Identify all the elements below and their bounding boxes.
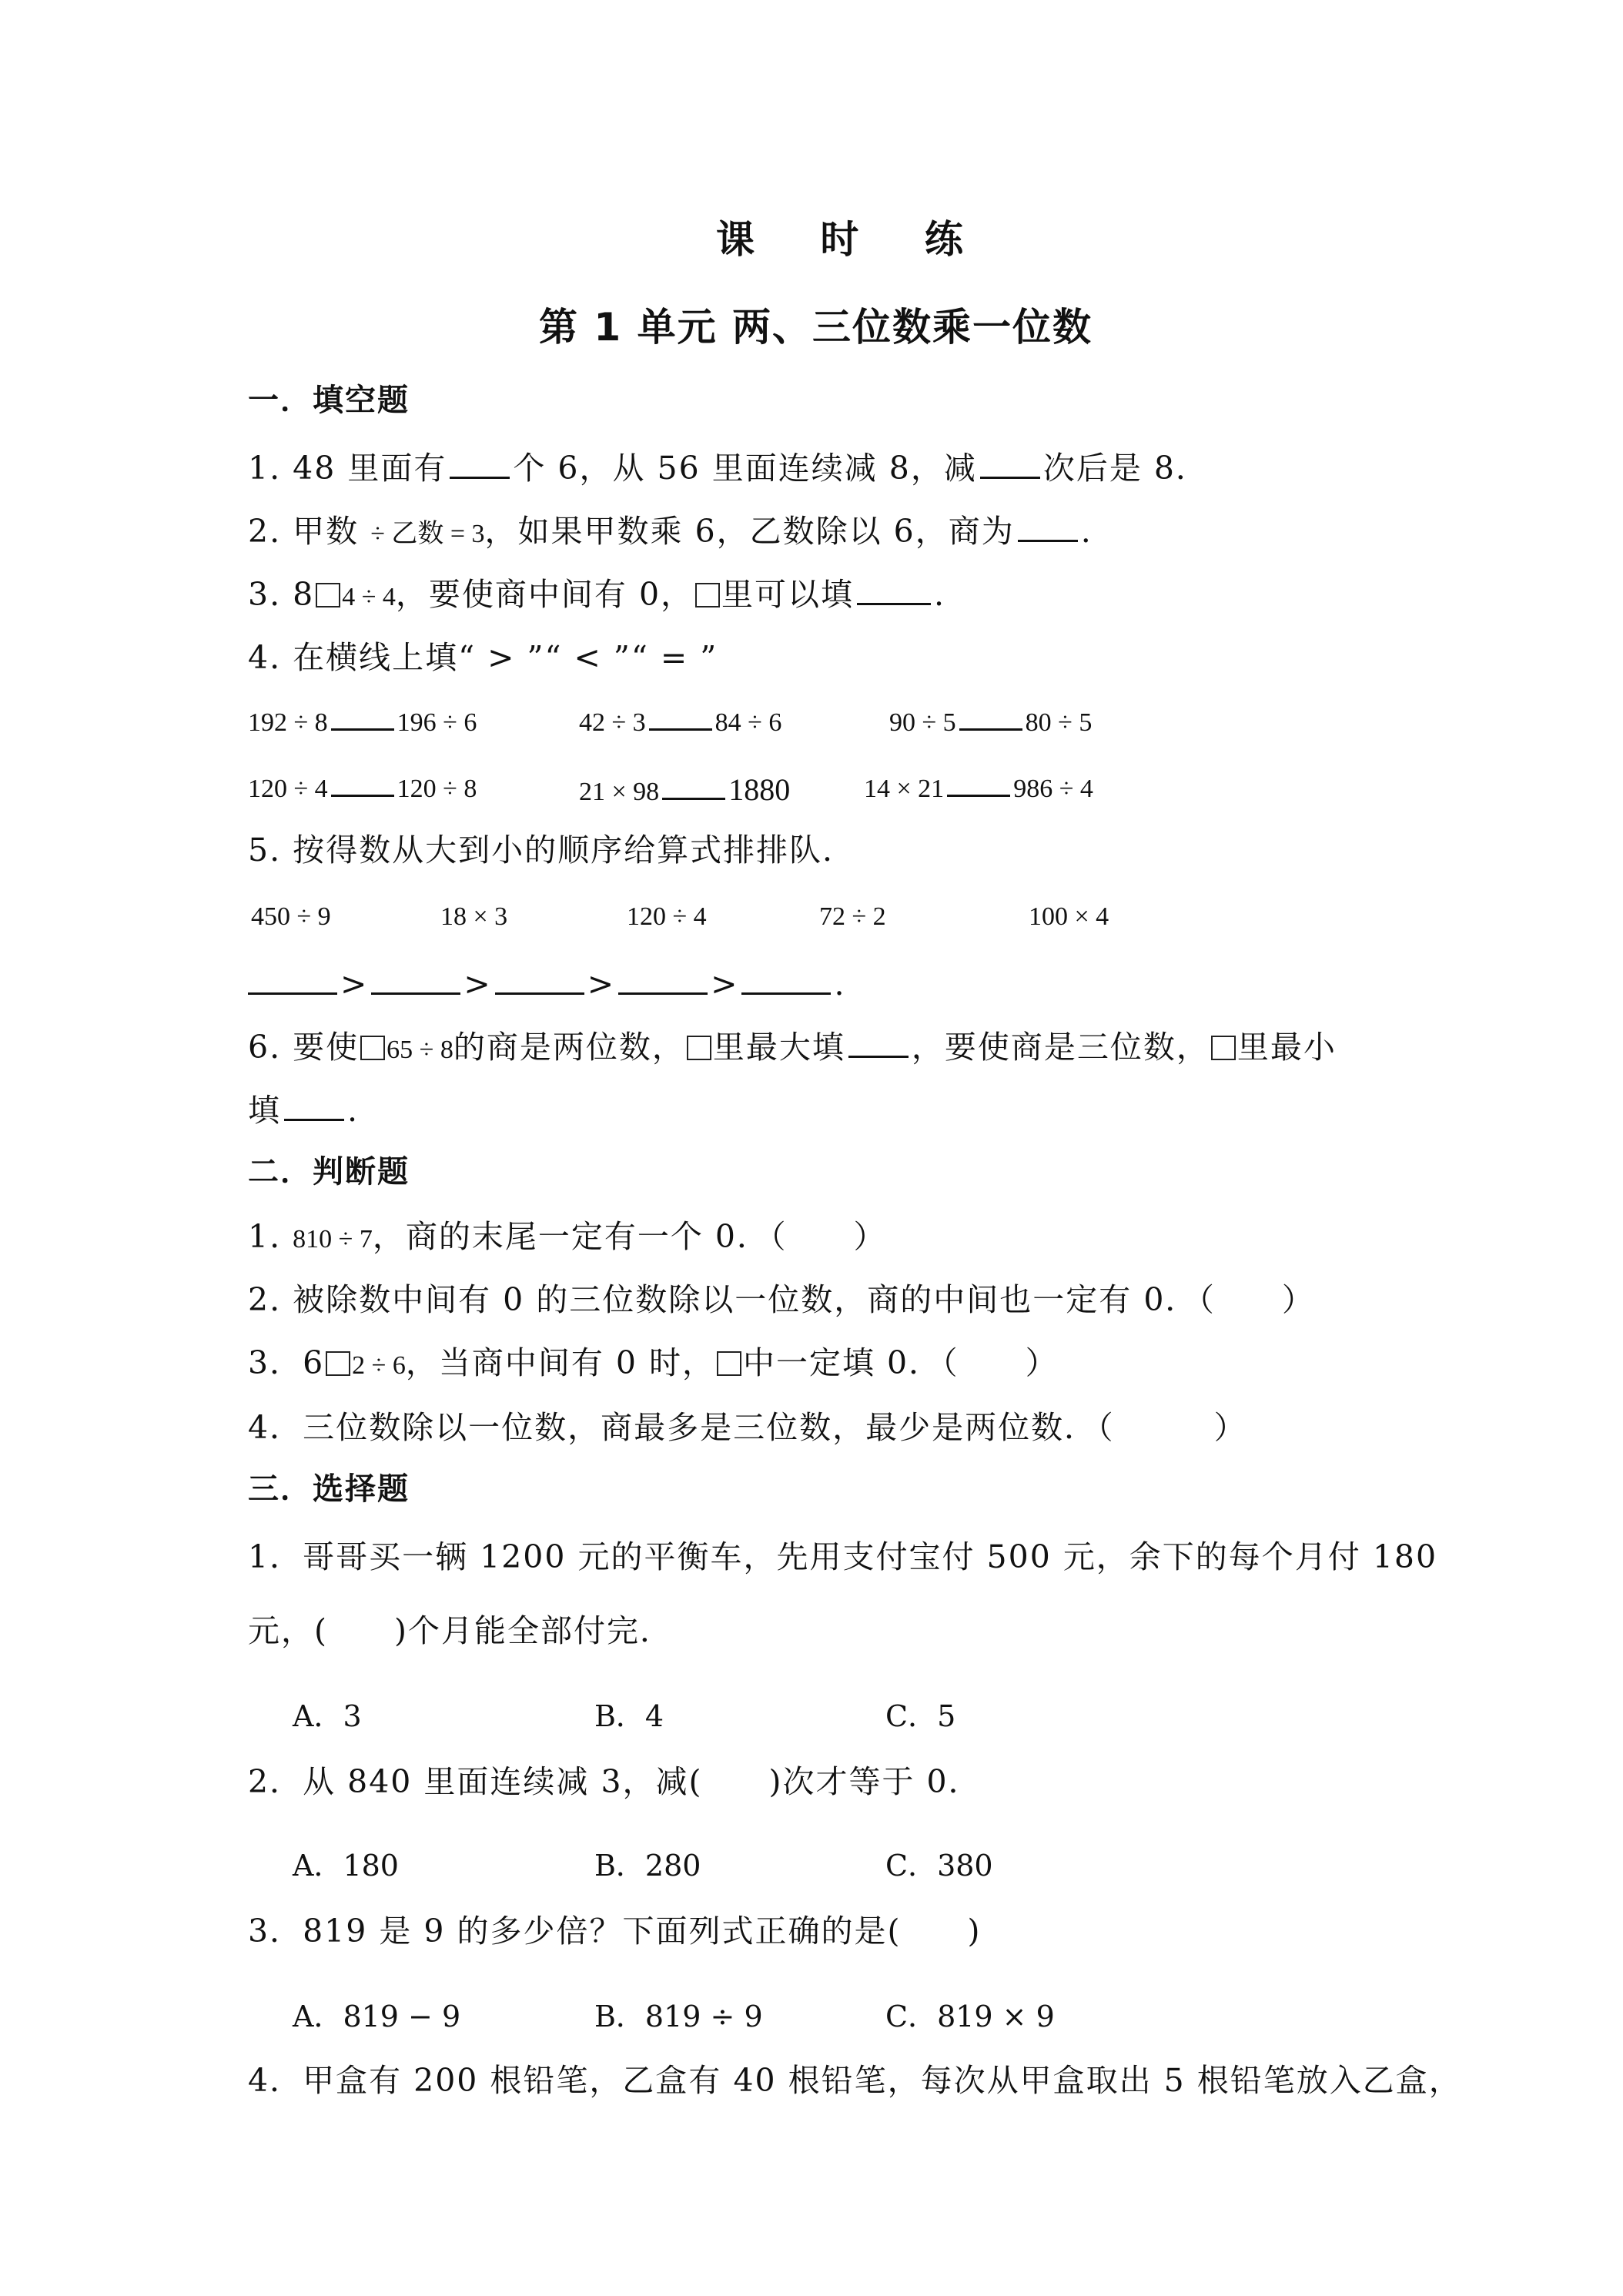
q-text: 1. 48 里面有 xyxy=(248,450,447,487)
compare-item xyxy=(248,708,477,738)
square-box-icon xyxy=(687,1036,711,1060)
answer-blank[interactable] xyxy=(618,989,708,995)
order-item: 72 ÷ 2 xyxy=(819,902,886,931)
square-box-icon xyxy=(695,583,720,607)
greater-than: > xyxy=(463,966,492,1002)
answer-blank[interactable] xyxy=(331,725,394,731)
q-text: ，要使商是三位数， xyxy=(911,1029,1210,1066)
q-text: 3．6 xyxy=(248,1344,325,1381)
answer-blank[interactable] xyxy=(248,989,337,995)
answer-blank[interactable] xyxy=(649,725,712,731)
answer-blank[interactable] xyxy=(848,1053,909,1058)
square-box-icon xyxy=(360,1036,385,1060)
q-text: 6. 要使 xyxy=(248,1029,360,1066)
compare-right: 1880 xyxy=(728,772,791,807)
answer-blank[interactable] xyxy=(980,474,1040,479)
answer-blank[interactable] xyxy=(959,725,1022,731)
compare-left: 90 ÷ 5 xyxy=(889,708,956,737)
answer-blank[interactable] xyxy=(450,474,510,479)
compare-item xyxy=(579,708,781,738)
q-text: ，要使商中间有 0， xyxy=(395,576,694,613)
q-expression: ÷ 乙数 = 3 xyxy=(370,520,485,548)
compare-right: 120 ÷ 8 xyxy=(397,775,477,803)
q-text: 2. 甲数 xyxy=(248,513,371,550)
q-text: 的商是两位数， xyxy=(453,1029,685,1066)
compare-right: 196 ÷ 6 xyxy=(397,708,477,737)
order-item: 100 × 4 xyxy=(1029,902,1109,931)
option-b[interactable]: B．4 xyxy=(594,1699,664,1733)
option-c[interactable]: C．5 xyxy=(885,1699,956,1733)
answer-blank[interactable] xyxy=(857,600,931,605)
compare-left: 21 × 98 xyxy=(579,778,660,806)
option-b[interactable]: B．280 xyxy=(594,1849,701,1883)
question-1-3 xyxy=(248,576,946,613)
square-box-icon xyxy=(717,1351,741,1376)
question-1-1 xyxy=(248,450,1209,487)
question-3-4: 4．甲盒有 200 根铅笔，乙盒有 40 根铅笔，每次从甲盒取出 5 根铅笔放入乙盒， xyxy=(248,2062,1462,2099)
question-1-4: 4. 在横线上填“ > ”“ < ”“ = ” xyxy=(248,639,718,676)
q-text: 1. xyxy=(248,1218,293,1255)
square-box-icon xyxy=(326,1351,350,1376)
q-expression: 2 ÷ 6 xyxy=(352,1351,406,1380)
square-box-icon xyxy=(1211,1036,1236,1060)
compare-right: 80 ÷ 5 xyxy=(1025,708,1093,737)
q-text: . xyxy=(347,1092,360,1129)
answer-blank[interactable] xyxy=(495,989,584,995)
compare-item xyxy=(248,775,477,804)
order-item: 450 ÷ 9 xyxy=(251,902,331,931)
q-expression: 810 ÷ 7 xyxy=(293,1225,373,1253)
compare-left: 14 × 21 xyxy=(864,775,945,803)
q-text: 里最大填 xyxy=(712,1029,845,1066)
answer-blank[interactable] xyxy=(1018,537,1078,542)
q-text: . xyxy=(934,576,946,613)
compare-item xyxy=(889,708,1092,738)
q-text: 个 6，从 56 里面连续减 8，减 xyxy=(513,450,977,487)
answer-blank[interactable] xyxy=(284,1116,344,1121)
q-text: 里最小 xyxy=(1236,1029,1337,1066)
section-heading-true-false: 二．判断题 xyxy=(248,1154,410,1190)
question-3-2: 2．从 840 里面连续减 3，减( )次才等于 0． xyxy=(248,1763,982,1800)
answer-blank[interactable] xyxy=(947,792,1010,797)
q-text: ，当商中间有 0 时， xyxy=(405,1344,715,1381)
option-c[interactable]: C．819 × 9 xyxy=(885,2000,1055,2033)
unit-title: 第 1 单元 两、三位数乘一位数 xyxy=(539,305,1093,350)
question-2-4: 4．三位数除以一位数，商最多是三位数，最少是两位数．（ ） xyxy=(248,1409,1247,1446)
order-item: 18 × 3 xyxy=(440,902,508,931)
compare-left: 42 ÷ 3 xyxy=(579,708,646,737)
q-text: 填 xyxy=(248,1092,281,1129)
greater-than: > xyxy=(587,966,616,1002)
option-b[interactable]: B．819 ÷ 9 xyxy=(594,2000,763,2033)
square-box-icon xyxy=(316,583,340,607)
question-3-3: 3．819 是 9 的多少倍？下面列式正确的是( ) xyxy=(248,1913,982,1950)
q-expression: 4 ÷ 4 xyxy=(342,583,396,611)
question-1-2 xyxy=(248,513,1093,550)
greater-than: > xyxy=(711,966,739,1002)
order-answer-row xyxy=(248,966,846,1002)
page-title: 课 时 练 xyxy=(716,217,989,262)
question-1-6 xyxy=(248,1029,1337,1066)
q-text: 次后是 8． xyxy=(1042,450,1209,487)
q-expression: 65 ÷ 8 xyxy=(387,1036,453,1064)
compare-right: 84 ÷ 6 xyxy=(714,708,782,737)
option-a[interactable]: A．819 − 9 xyxy=(293,2000,461,2033)
option-c[interactable]: C．380 xyxy=(885,1849,993,1883)
compare-item xyxy=(579,771,790,808)
section-heading-multiple-choice: 三．选择题 xyxy=(248,1471,410,1507)
section-heading-fill-blank: 一．填空题 xyxy=(248,383,410,418)
compare-left: 192 ÷ 8 xyxy=(248,708,328,737)
q-text: 中一定填 0．（ ） xyxy=(743,1344,1059,1381)
q-text: . xyxy=(1080,513,1093,550)
q-text: ，商的末尾一定有一个 0．（ ） xyxy=(372,1218,887,1255)
q-text: 3. 8 xyxy=(248,576,315,613)
q-text: ，如果甲数乘 6，乙数除以 6，商为 xyxy=(484,513,1015,550)
order-item: 120 ÷ 4 xyxy=(627,902,707,931)
question-2-1 xyxy=(248,1218,887,1255)
compare-left: 120 ÷ 4 xyxy=(248,775,328,803)
greater-than: > xyxy=(340,966,369,1002)
answer-blank[interactable] xyxy=(662,795,725,800)
question-3-1-cont: 元，( )个月能全部付完． xyxy=(248,1612,673,1649)
option-a[interactable]: A．180 xyxy=(293,1849,399,1883)
option-a[interactable]: A．3 xyxy=(293,1699,362,1733)
q-text: 里可以填 xyxy=(721,576,855,613)
q-text: . xyxy=(834,966,846,1002)
answer-blank[interactable] xyxy=(331,792,394,797)
question-3-1: 1．哥哥买一辆 1200 元的平衡车，先用支付宝付 500 元，余下的每个月付 180 xyxy=(248,1538,1438,1575)
answer-blank[interactable] xyxy=(371,989,460,995)
compare-item xyxy=(864,775,1093,804)
question-1-5: 5. 按得数从大到小的顺序给算式排排队． xyxy=(248,832,856,869)
question-2-3 xyxy=(248,1344,1059,1381)
compare-right: 986 ÷ 4 xyxy=(1013,775,1093,803)
answer-blank[interactable] xyxy=(741,989,831,995)
question-1-6-cont xyxy=(248,1092,360,1129)
question-2-2: 2. 被除数中间有 0 的三位数除以一位数，商的中间也一定有 0．（ ） xyxy=(248,1281,1315,1318)
